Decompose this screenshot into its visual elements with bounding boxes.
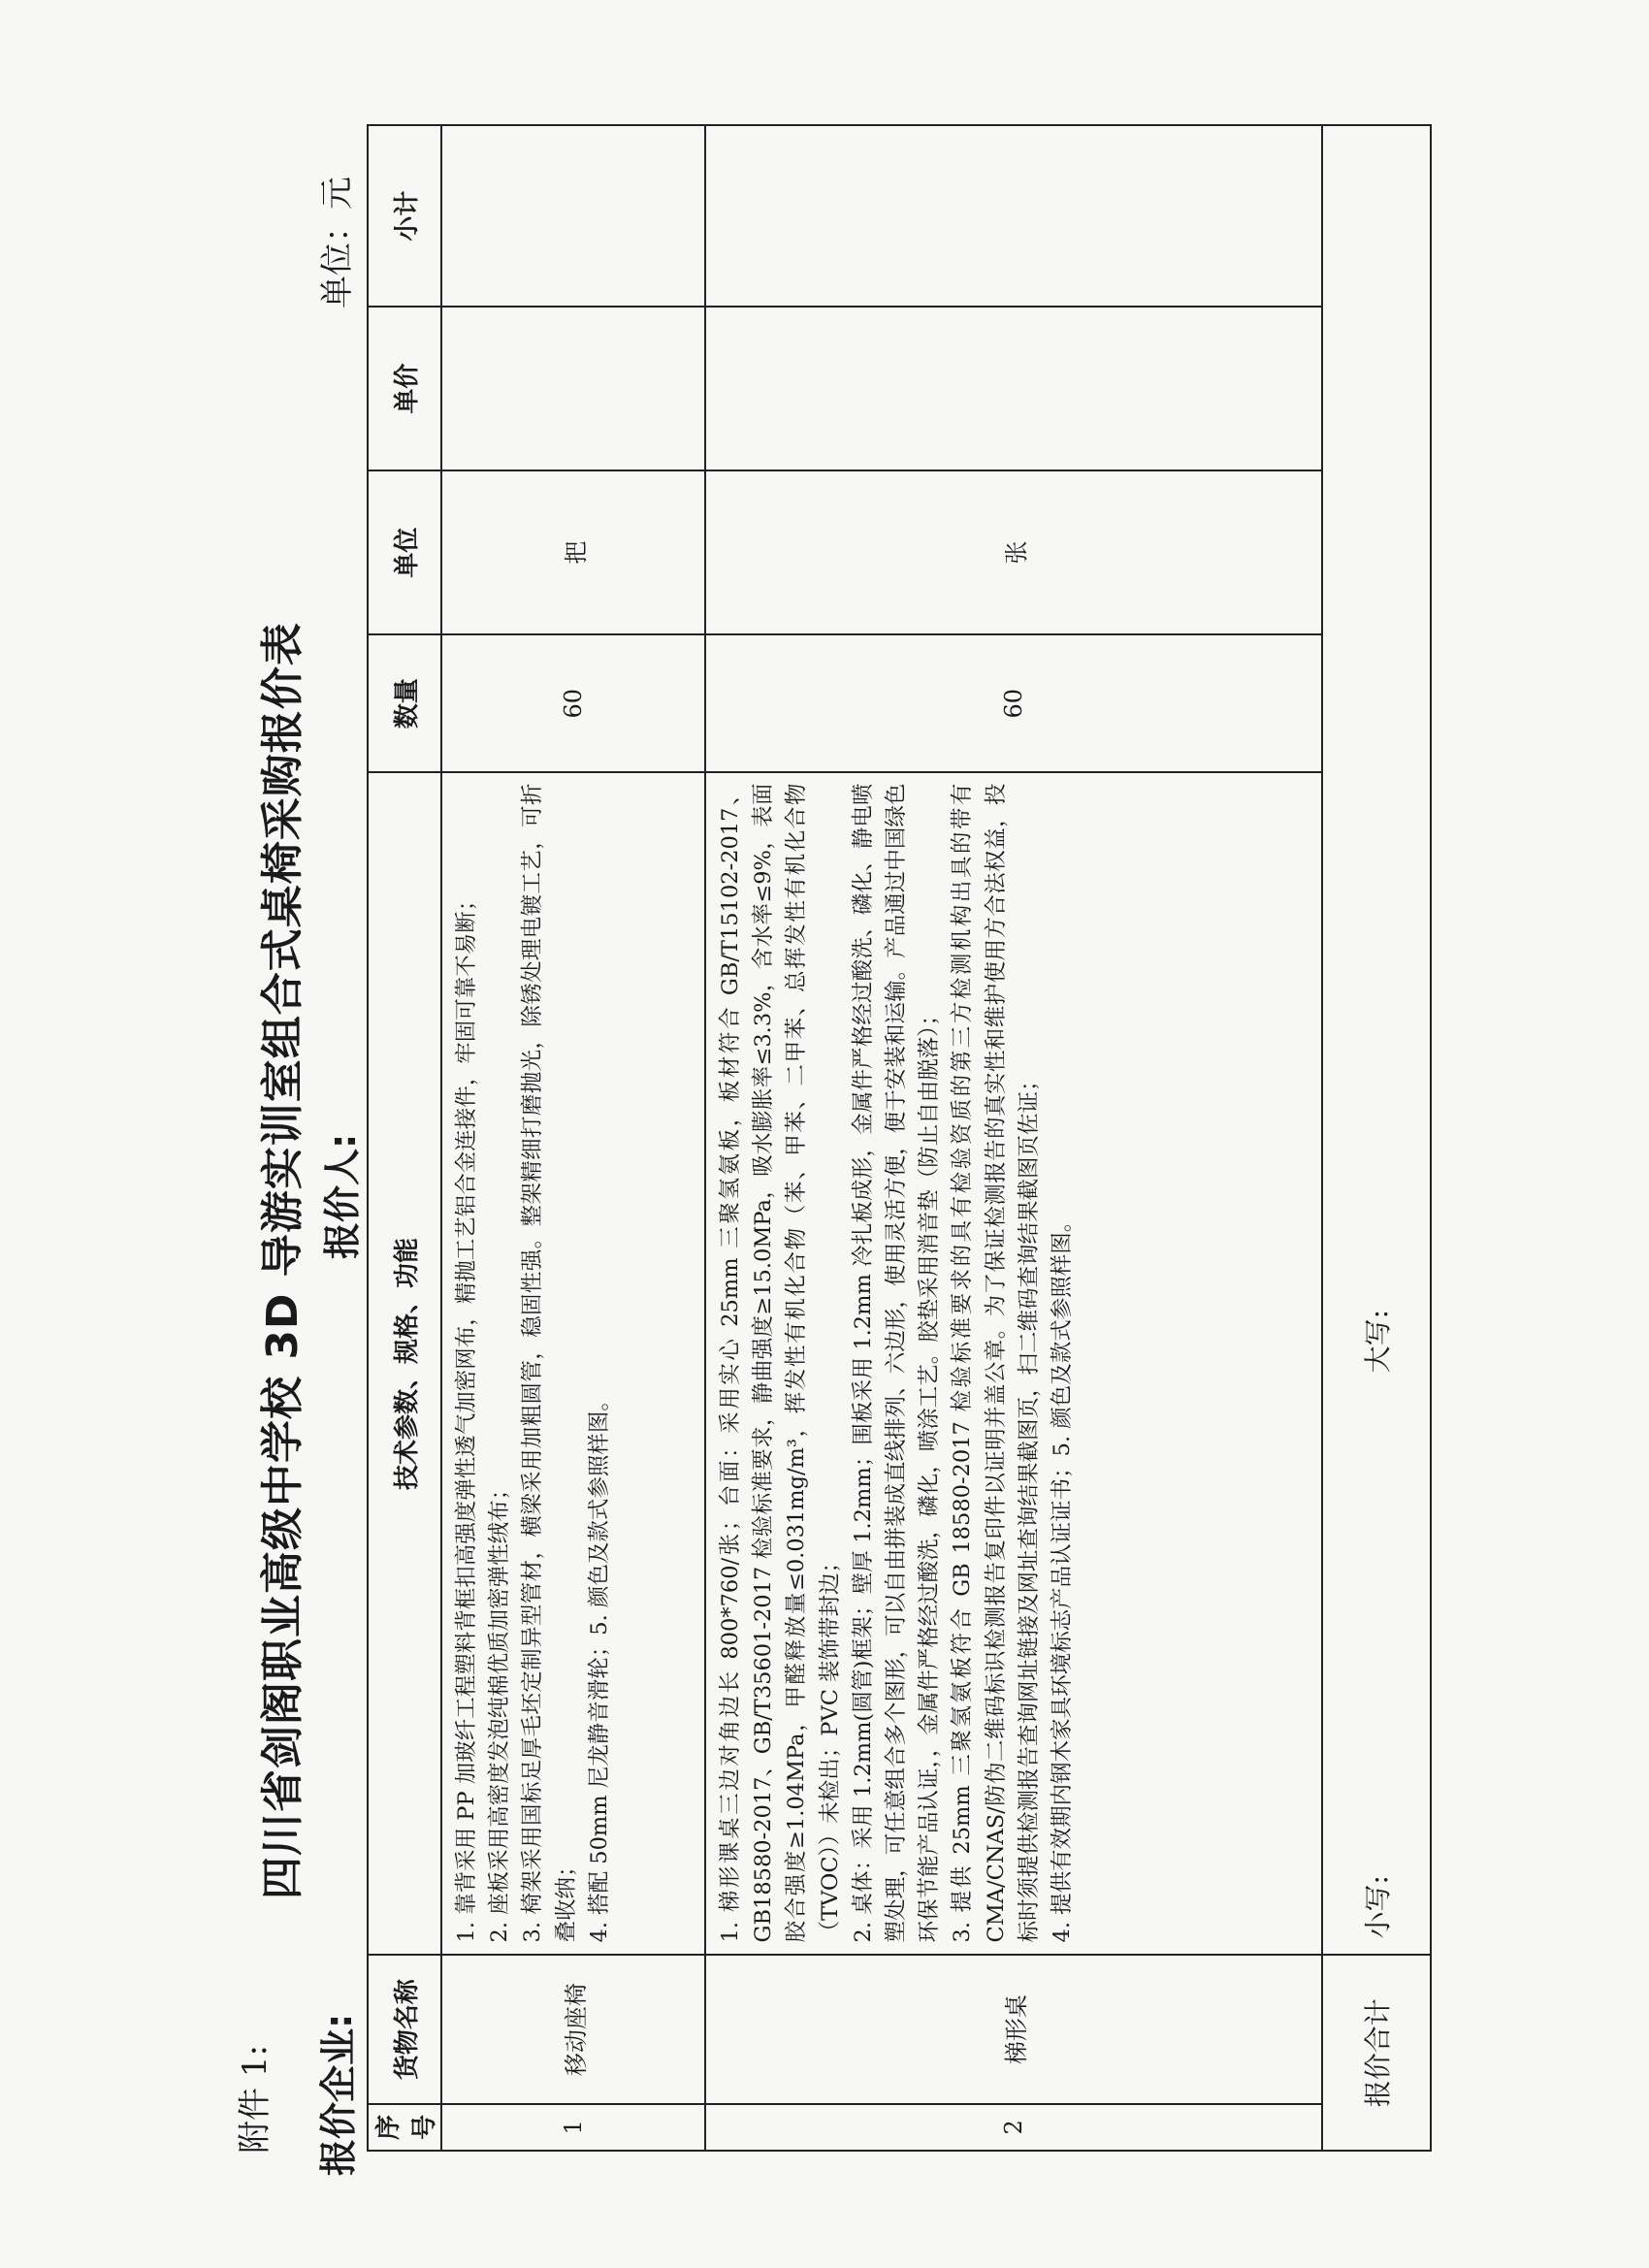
row-spec — [441, 772, 705, 1955]
spec-line: 3. 椅架采用国标足厚毛坯定制异型管材，横梁采用加粗圆管，稳固性强。整架精细打磨抛光，除锈处理电镀工艺，可折叠收纳； — [520, 783, 579, 1943]
total-uppercase-label: 大写: — [1362, 1309, 1394, 1374]
row-item-name: 移动座椅 — [441, 1955, 705, 2103]
spec-line: 2. 座板采用高密度发泡纯棉优质加密弹性绒布； — [487, 1477, 513, 1943]
header-qty: 数量 — [368, 634, 441, 772]
row-unit: 张 — [705, 470, 1322, 634]
header-spec: 技术参数、规格、功能 — [368, 772, 441, 1955]
spec-line: 4. 搭配 50mm 尼龙静音滑轮；5. 颜色及款式参照样图。 — [586, 1389, 612, 1943]
row-price[interactable] — [441, 307, 705, 470]
total-amount-cell[interactable] — [1322, 125, 1431, 1955]
table-row — [705, 125, 1322, 2151]
row-qty: 60 — [705, 634, 1322, 772]
attachment-label: 附件 1: — [236, 2045, 275, 2154]
table-header-row — [368, 125, 441, 2151]
total-row — [1322, 125, 1431, 2151]
total-lowercase-label: 小写: — [1362, 1875, 1394, 1939]
row-subtotal[interactable] — [441, 125, 705, 307]
row-unit: 把 — [441, 470, 705, 634]
document-title: 四川省剑阁职业高级中学校 3D 导游实训室组合式桌椅采购报价表 — [258, 622, 307, 1899]
row-price[interactable] — [705, 307, 1322, 470]
spec-line: 1. 靠背采用 PP 加玻纤工程塑料背框扣高强度弹性透气加密网布，精抛工艺铝合金连接件，牢固可靠不易断； — [454, 889, 479, 1943]
header-name: 货物名称 — [368, 1955, 441, 2103]
table-row — [441, 125, 705, 2151]
quoter-label: 报价人: — [321, 1133, 364, 1259]
total-label: 报价合计 — [1322, 1955, 1431, 2151]
currency-unit: 单位：元 — [318, 177, 357, 308]
spec-line: 1. 梯形课桌三边对角边长 800*760/张；台面：采用实心 25mm 三聚氢氨板，板材符合 GB/T15102-2017、GB18580-2017、GB/T35601-2017 检验标准要求，静曲强度≥15.0MPa，吸水膨胀率≤3.3%，含水率≤9%，表面胶合强度≥1.04MPa，甲醛释放量≤0.031mg/m³，挥发性有机化合物（苯、甲苯、二甲苯、总挥发性有机化合物（TVOC））未检出；PVC 装饰带封边； — [718, 783, 843, 1943]
header-price: 单价 — [368, 307, 441, 470]
header-seq: 序号 — [368, 2104, 441, 2151]
row-seq: 1 — [441, 2104, 705, 2151]
spec-line: 2. 桌体：采用 1.2mm(圆管)框架；壁厚 1.2mm；围板采用 1.2mm 冷扎板成形，金属件严格经过酸洗、磷化、静电喷塑处理，可任意组合多个图形，可以自由拼装成直线排列、六边形，使用灵活方便，便于安装和运输。产品通过中国绿色环保节能产品认证，，金属件严格经过酸洗，磷化，喷涂工艺。胶垫采用消音垫（防止自由脱落）； — [850, 783, 943, 1943]
header-unit: 单位 — [368, 470, 441, 634]
row-spec — [705, 772, 1322, 1955]
quote-table — [367, 124, 1432, 2152]
header-subtotal: 小计 — [368, 125, 441, 307]
row-item-name: 梯形桌 — [705, 1955, 1322, 2103]
row-subtotal[interactable] — [705, 125, 1322, 307]
row-qty: 60 — [441, 634, 705, 772]
company-label: 报价企业: — [317, 2013, 360, 2176]
spec-line: 4. 提供有效期内钢木家具环境标志产品认证证书；5. 颜色及款式参照样图。 — [1049, 1210, 1075, 1943]
row-seq: 2 — [705, 2104, 1322, 2151]
spec-line: 3. 提供 25mm 三聚氢氨板符合 GB 18580-2017 检验标准要求的具有检验资质的第三方检测机构出具的带有 CMA/CNAS/防伪二维码标识检测报告复印件以证明并盖公章。为了保证检测报告的真实性和维护使用方合法权益，投标时须提供检测报告查询网址链接及网址查询结果截图页，扫二维码查询结果截图页佐证； — [950, 783, 1042, 1943]
